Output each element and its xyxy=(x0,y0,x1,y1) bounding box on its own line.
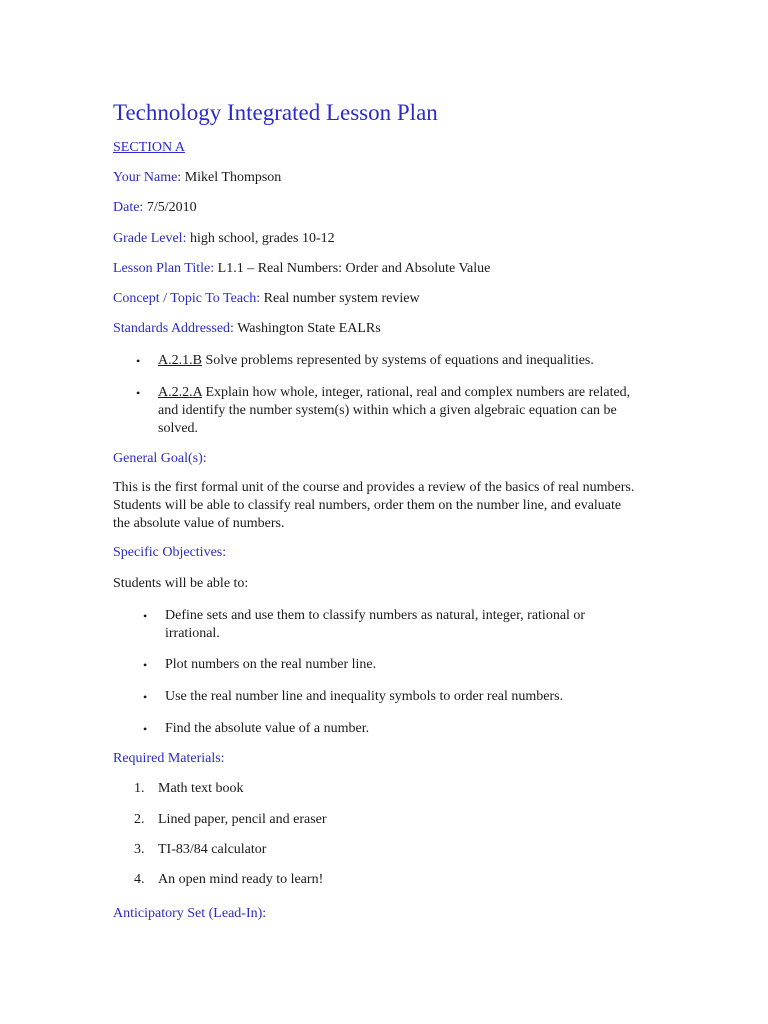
date-value: 7/5/2010 xyxy=(146,200,197,215)
objective-text: Define sets and use them to classify numbers as natural, integer, rational or irrational. xyxy=(165,608,586,641)
name-value: Mikel Thompson xyxy=(184,170,282,185)
general-goals-text: This is the first formal unit of the course and provides a review of the basics of real numbers. Students will be able to classify real numbers, order them on the number line, and evaluate the absolute value of numbers. xyxy=(113,480,635,531)
concept-field xyxy=(113,290,420,308)
section-a-link[interactable]: SECTION A xyxy=(113,140,185,155)
bullet-icon: • xyxy=(143,722,148,736)
general-goals-label: General Goal(s): xyxy=(113,451,207,466)
bullet-icon: • xyxy=(143,690,148,704)
material-item xyxy=(134,871,324,889)
standard-text: Solve problems represented by systems of equations and inequalities. xyxy=(205,353,594,368)
required-materials-label: Required Materials: xyxy=(113,751,225,766)
material-item xyxy=(134,841,267,859)
standards-label: Standards Addressed: xyxy=(113,321,234,336)
objective-item xyxy=(143,656,635,674)
concept-value: Real number system review xyxy=(263,291,420,306)
name-label: Your Name: xyxy=(113,170,182,185)
specific-objectives-label: Specific Objectives: xyxy=(113,545,227,560)
list-number: 2. xyxy=(134,812,145,827)
standard-code: A.2.2.A xyxy=(158,385,202,400)
grade-level-label: Grade Level: xyxy=(113,231,187,246)
objective-text: Find the absolute value of a number. xyxy=(165,721,370,736)
bullet-icon: • xyxy=(143,658,148,672)
general-goals-heading xyxy=(113,450,207,468)
concept-label: Concept / Topic To Teach: xyxy=(113,291,261,306)
lesson-title-label: Lesson Plan Title: xyxy=(113,261,215,276)
standard-text: Explain how whole, integer, rational, real and complex numbers are related, and identify the number system(s) within which a given algebraic equation can be solved. xyxy=(158,385,631,436)
objective-item xyxy=(143,720,635,738)
objectives-intro: Students will be able to: xyxy=(113,576,249,591)
standard-code: A.2.1.B xyxy=(158,353,202,368)
lesson-title-field xyxy=(113,260,490,278)
bullet-icon: • xyxy=(136,386,141,400)
date-label: Date: xyxy=(113,200,144,215)
objective-text: Use the real number line and inequality symbols to order real numbers. xyxy=(165,689,564,704)
material-item xyxy=(134,780,244,798)
date-field xyxy=(113,199,197,217)
document-title: Technology Integrated Lesson Plan xyxy=(113,100,438,125)
standards-field xyxy=(113,320,381,338)
material-text: Lined paper, pencil and eraser xyxy=(158,812,327,827)
section-a-heading[interactable] xyxy=(113,139,185,157)
grade-level-field xyxy=(113,230,335,248)
list-number: 4. xyxy=(134,872,145,887)
objective-item xyxy=(143,688,635,706)
required-materials-heading xyxy=(113,750,225,768)
anticipatory-set-heading xyxy=(113,905,266,923)
grade-level-value: high school, grades 10-12 xyxy=(189,231,335,246)
lesson-title-value: L1.1 – Real Numbers: Order and Absolute Value xyxy=(217,261,491,276)
objective-item xyxy=(143,607,625,643)
bullet-icon: • xyxy=(143,609,148,623)
specific-objectives-heading xyxy=(113,544,226,562)
name-field xyxy=(113,169,281,187)
standard-item xyxy=(136,384,653,438)
material-item xyxy=(134,811,327,829)
material-text: TI-83/84 calculator xyxy=(158,842,267,857)
objective-text: Plot numbers on the real number line. xyxy=(165,657,377,672)
material-text: Math text book xyxy=(158,781,244,796)
standard-item xyxy=(136,352,658,370)
anticipatory-set-label: Anticipatory Set (Lead-In): xyxy=(113,906,267,921)
list-number: 1. xyxy=(134,781,145,796)
list-number: 3. xyxy=(134,842,145,857)
bullet-icon: • xyxy=(136,354,141,368)
standards-value: Washington State EALRs xyxy=(237,321,381,336)
material-text: An open mind ready to learn! xyxy=(158,872,324,887)
